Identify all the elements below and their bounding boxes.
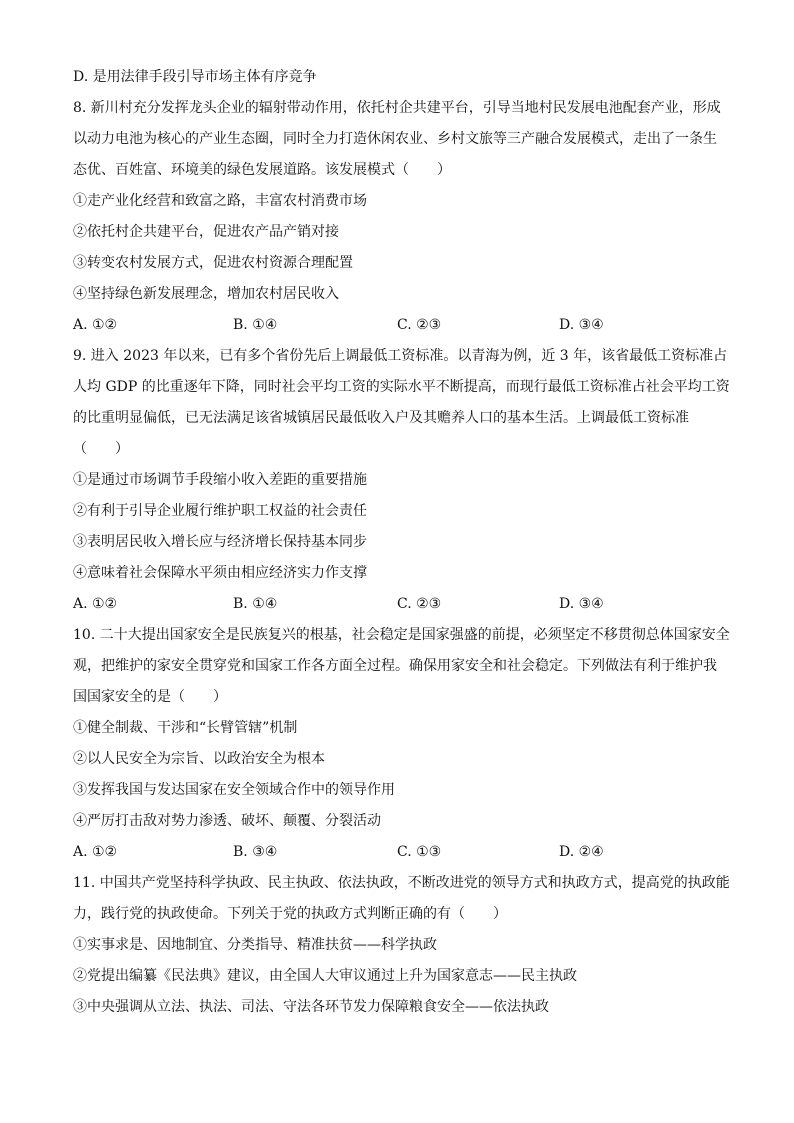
previous-option-d: D. 是用法律手段引导市场主体有序竞争 xyxy=(73,69,317,85)
option-c: C. ②③ xyxy=(397,317,442,333)
question-stem-line: 以动力电池为核心的产业生态圈，同时全力打造休闲农业、乡村文旅等三产融合发展模式，走出了一条生 xyxy=(73,131,717,147)
option-b: B. ③④ xyxy=(233,844,278,860)
question-stem-line: 观，把维护的家安全贯穿党和国家工作各方面全过程。确保用家安全和社会稳定。下列做法有利于维护我 xyxy=(73,658,717,674)
statement-3: ③发挥我国与发达国家在安全领域合作中的领导作用 xyxy=(73,782,395,798)
option-a: A. ①② xyxy=(73,317,118,333)
option-d: D. ③④ xyxy=(559,317,604,333)
question-stem-line: 的比重明显偏低，已无法满足该省城镇居民最低收入户及其赡养人口的基本生活。上调最低工资标准 xyxy=(73,410,689,426)
statement-1: ①走产业化经营和致富之路，丰富农村消费市场 xyxy=(73,193,367,209)
statement-4: ④坚持绿色新发展理念，增加农村居民收入 xyxy=(73,286,339,302)
question-11 xyxy=(73,868,730,1023)
option-a: A. ①② xyxy=(73,844,118,860)
question-stem-line: 9. 进入 2023 年以来，已有多个省份先后上调最低工资标准。以青海为例，近 3 年，该省最低工资标准占 xyxy=(73,348,728,364)
question-stem-line: （ ） xyxy=(73,441,129,457)
statement-3: ③转变农村发展方式，促进农村资源合理配置 xyxy=(73,255,353,271)
answer-options xyxy=(73,837,723,868)
question-stem-line: 力，践行党的执政使命。下列关于党的执政方式判断正确的有（ ） xyxy=(73,906,507,922)
answer-options xyxy=(73,310,723,341)
question-9 xyxy=(73,341,730,620)
question-stem-line: 8. 新川村充分发挥龙头企业的辐射带动作用，依托村企共建平台，引导当地村民发展电池配套产业，形成 xyxy=(73,100,721,116)
statement-2: ②有利于引导企业履行维护职工权益的社会责任 xyxy=(73,503,367,519)
question-stem-line: 10. 二十大提出国家安全是民族复兴的根基，社会稳定是国家强盛的前提，必须坚定不移贯彻总体国家安全 xyxy=(73,627,730,643)
statement-4: ④意味着社会保障水平须由相应经济实力作支撑 xyxy=(73,565,367,581)
statement-1: ①实事求是、因地制宜、分类指导、精准扶贫——科学执政 xyxy=(73,937,437,953)
question-stem-line: 态优、百姓富、环境美的绿色发展道路。该发展模式（ ） xyxy=(73,162,451,178)
statement-1: ①是通过市场调节手段缩小收入差距的重要措施 xyxy=(73,472,367,488)
question-stem-line: 国国家安全的是（ ） xyxy=(73,689,227,705)
statement-2: ②党提出编纂《民法典》建议，由全国人大审议通过上升为国家意志——民主执政 xyxy=(73,968,577,984)
document-page xyxy=(73,62,730,1023)
question-8 xyxy=(73,93,723,341)
question-stem-line: 11. 中国共产党坚持科学执政、民主执政、依法执政，不断改进党的领导方式和执政方式，提高党的执政能 xyxy=(73,875,730,891)
statement-2: ②依托村企共建平台，促进农产品产销对接 xyxy=(73,224,339,240)
option-a: A. ①② xyxy=(73,596,118,612)
statement-4: ④严厉打击敌对势力渗透、破坏、颠覆、分裂活动 xyxy=(73,813,381,829)
option-d: D. ②④ xyxy=(559,844,604,860)
question-stem-line: 人均 GDP 的比重逐年下降，同时社会平均工资的实际水平不断提高，而现行最低工资标准占社会平均工资 xyxy=(73,379,730,395)
option-b: B. ①④ xyxy=(233,596,278,612)
option-b: B. ①④ xyxy=(233,317,278,333)
option-c: C. ①③ xyxy=(397,844,442,860)
statement-3: ③中央强调从立法、执法、司法、守法各环节发力保障粮食安全——依法执政 xyxy=(73,999,549,1015)
statement-2: ②以人民安全为宗旨、以政治安全为根本 xyxy=(73,751,325,767)
answer-options xyxy=(73,589,723,620)
question-10 xyxy=(73,620,730,868)
option-c: C. ②③ xyxy=(397,596,442,612)
statement-3: ③表明居民收入增长应与经济增长保持基本同步 xyxy=(73,534,367,550)
statement-1: ①健全制裁、干涉和“长臂管辖”机制 xyxy=(73,720,298,736)
option-d: D. ③④ xyxy=(559,596,604,612)
